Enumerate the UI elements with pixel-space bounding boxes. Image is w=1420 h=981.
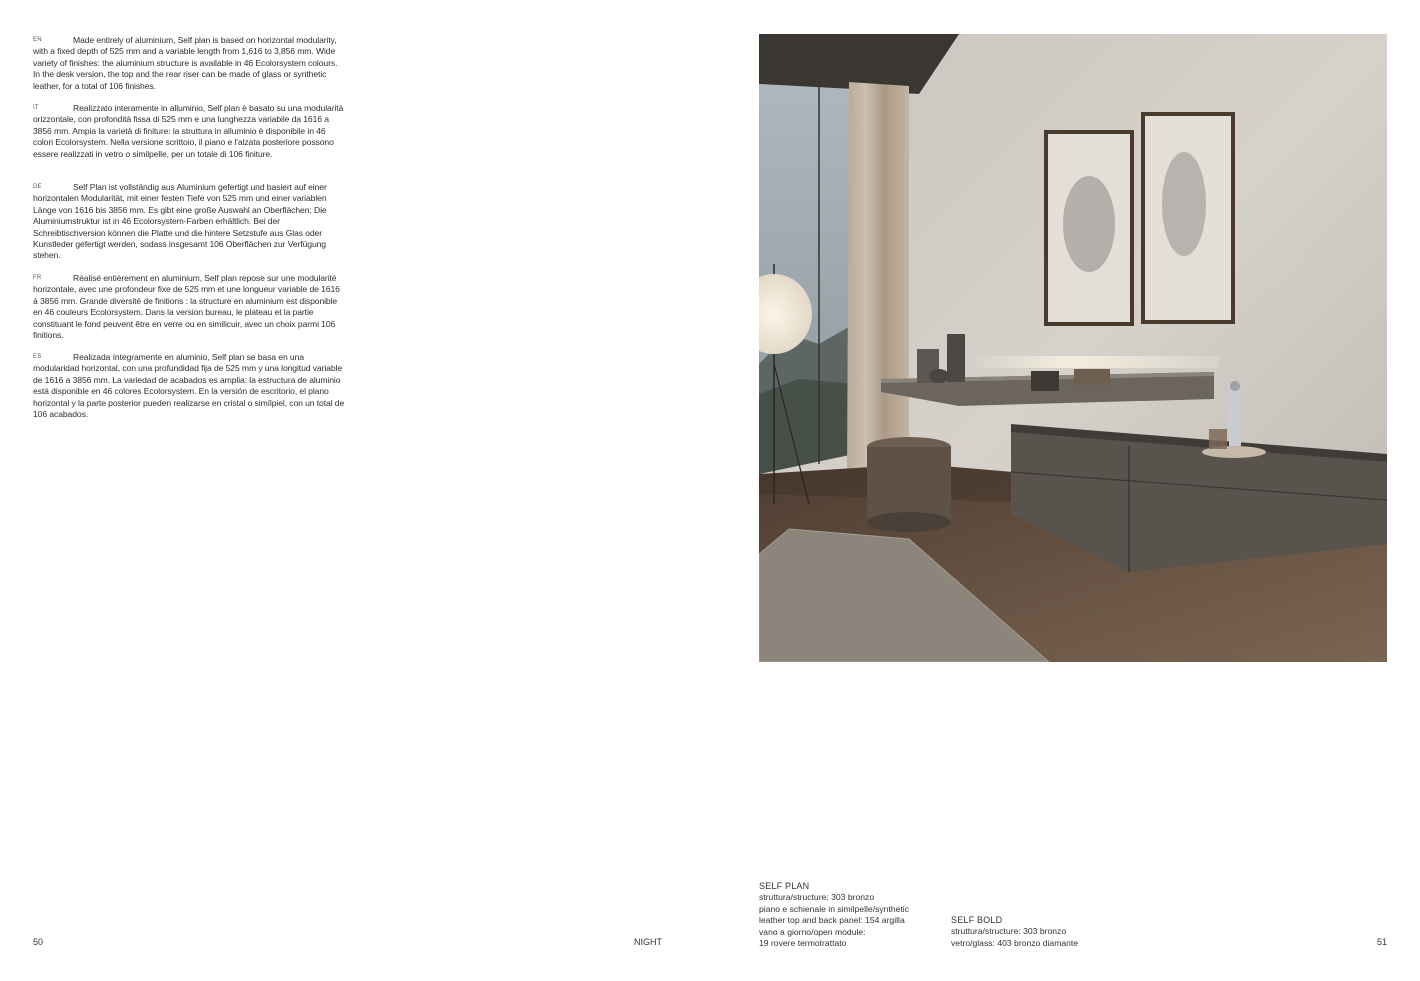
language-code: DE xyxy=(33,184,42,190)
description-es xyxy=(33,352,345,420)
page-number-right: 51 xyxy=(1377,937,1388,947)
caption-line: leather top and back panel: 154 argilla xyxy=(759,915,905,926)
page-number-left: 50 xyxy=(33,937,44,947)
language-code: IT xyxy=(33,105,39,111)
description-en xyxy=(33,35,345,92)
caption-line: 19 rovere termotrattato xyxy=(759,938,847,949)
description-text: Realizada íntegramente en aluminio, Self plan se basa en una modularidad horizontal, con una profundidad fija de 525 mm y una longitud variable de 1616 a 3856 mm. La variedad de acabados es amplia: la estructura de aluminio está disponible en 46 colores Ecolorsystem. En la versión de escritorio, el plano horizontal y la parte posterior pueden realizarse en cristal o simílpiel, con un total de 106 acabados. xyxy=(33,352,345,420)
language-code: EN xyxy=(33,37,42,43)
caption-self-plan xyxy=(759,881,909,949)
caption-line: struttura/structure: 303 bronzo xyxy=(759,892,875,903)
description-text: Self Plan ist vollständig aus Aluminium gefertigt und basiert auf einer horizontalen Modularität, mit einer festen Tiefe von 525 mm und einer variablen Länge von 1616 bis 3856 mm. Es gibt eine große Auswahl an Oberflächen: Die Aluminiumstruktur ist in 46 Ecolorsystem-Farben erhältlich. Bei der Schreibtischversion können die Platte und die hintere Setzstufe aus Glas oder Kunstleder gefertigt werden, sodass insgesamt 106 Oberflächen zur Verfügung stehen. xyxy=(33,182,327,261)
language-code: FR xyxy=(33,275,42,281)
section-label: NIGHT xyxy=(634,937,662,947)
description-text: Réalisé entièrement en aluminium, Self plan repose sur une modularité horizontale, avec une profondeur fixe de 525 mm et une longueur variable de 1616 à 3856 mm. Grande diversité de finitions : la structure en aluminium est disponible en 46 couleurs Ecolorsystem. Dans la version bureau, le plateau et la partie constituant le fond peuvent être en verre ou en similicuir, avec un choix parmi 106 finitions. xyxy=(33,273,340,341)
caption-line: vano a giorno/open module: xyxy=(759,926,866,937)
caption-line: struttura/structure: 303 bronzo xyxy=(951,926,1067,937)
description-de xyxy=(33,182,345,262)
description-text: Made entirely of aluminium, Self plan is based on horizontal modularity, with a fixed depth of 525 mm and a variable length from 1,616 to 3,856 mm. Wide variety of finishes: the aluminium structure is available in 46 Ecolorsystem colours. In the desk version, the top and the rear riser can be made of glass or synthetic leather, for a total of 106 finishes. xyxy=(33,35,338,91)
description-fr xyxy=(33,273,345,341)
language-code: ES xyxy=(33,354,42,360)
interior-scene-illustration xyxy=(759,34,1387,662)
caption-title: SELF BOLD xyxy=(951,915,1003,925)
description-it xyxy=(33,103,345,160)
caption-title: SELF PLAN xyxy=(759,881,810,891)
product-photo xyxy=(759,34,1387,662)
caption-line: vetro/glass: 403 bronzo diamante xyxy=(951,937,1079,948)
description-text: Realizzato interamente in alluminio, Self plan è basato su una modularità orizzontale, con profondità fissa di 525 mm e una lunghezza variabile da 1616 a 3856 mm. Ampia la varietà di finiture: la struttura in alluminio è disponibile in 46 colori Ecolorsystem. Nella versione scrittoio, il piano e l'alzata posteriore possono essere realizzati in vetro o similpelle, per un totale di 106 finiture. xyxy=(33,103,344,159)
caption-line: piano e schienale in similpelle/synthetic xyxy=(759,903,909,914)
caption-self-bold xyxy=(951,915,1078,949)
